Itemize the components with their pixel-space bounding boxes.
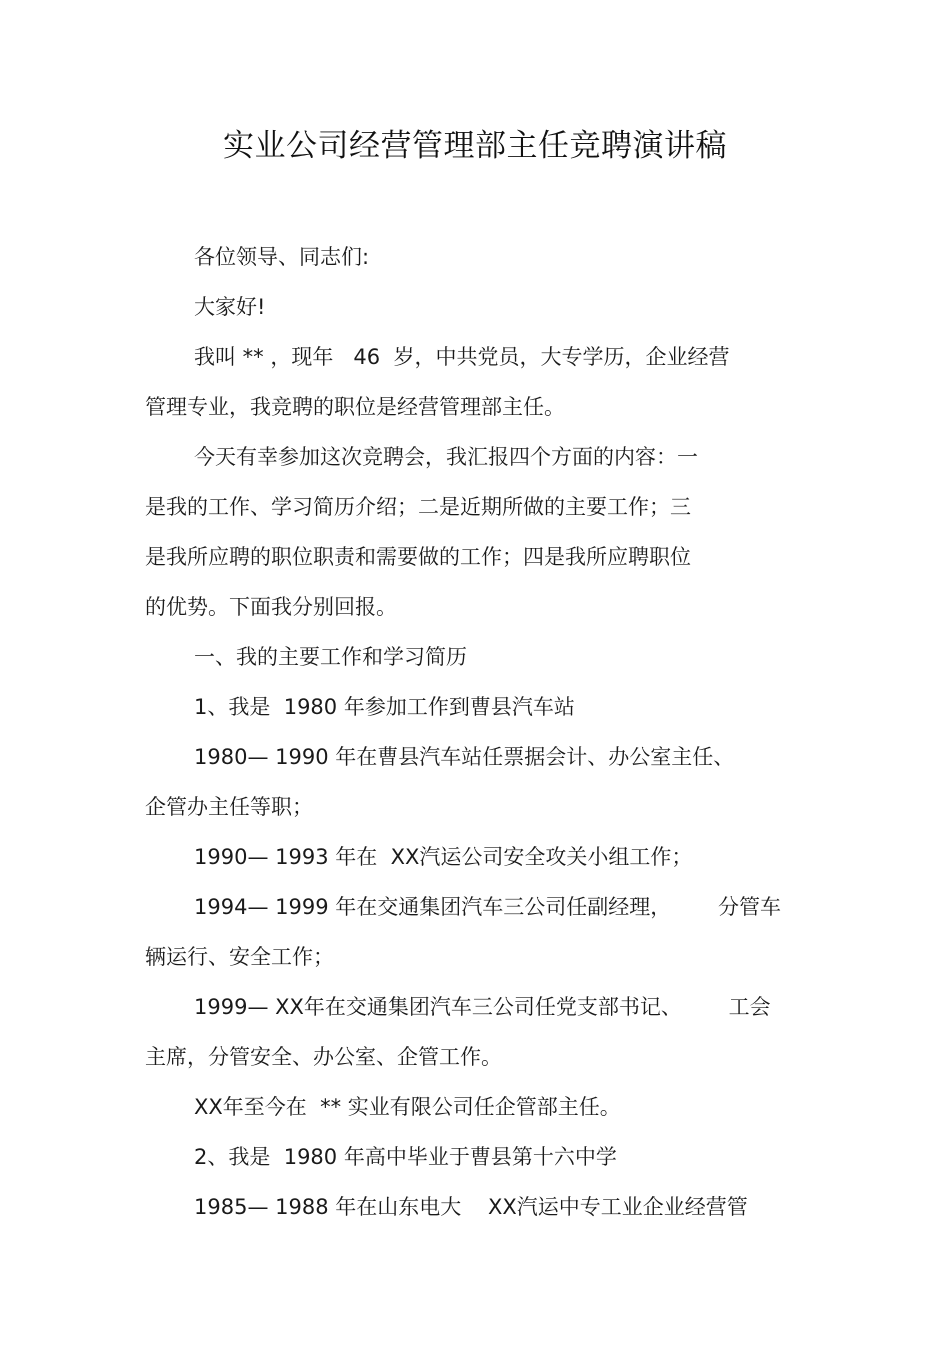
text-line: 1994— 1999 年在交通集团汽车三公司任副经理， 分管车 (194, 895, 781, 919)
text-line: 1980— 1990 年在曹县汽车站任票据会计、办公室主任、 (194, 745, 735, 769)
text-line: 辆运行、安全工作； (145, 945, 334, 969)
text-line: 1985— 1988 年在山东电大 XX汽运中专工业企业经营管 (194, 1195, 748, 1219)
text-line: 各位领导、同志们: (194, 245, 370, 269)
text-line: 的优势。下面我分别回报。 (145, 595, 397, 619)
text-line: XX年至今在 ** 实业有限公司任企管部主任。 (194, 1095, 621, 1119)
text-line: 今天有幸参加这次竞聘会，我汇报四个方面的内容：一 (194, 445, 698, 469)
text-line: 是我所应聘的职位职责和需要做的工作；四是我所应聘职位 (145, 545, 691, 569)
text-line: 管理专业，我竞聘的职位是经营管理部主任。 (145, 395, 565, 419)
text-line: 2、我是 1980 年高中毕业于曹县第十六中学 (194, 1145, 617, 1169)
text-line: 1999— XX年在交通集团汽车三公司任党支部书记、 工会 (194, 995, 771, 1019)
text-line: 主席，分管安全、办公室、企管工作。 (145, 1045, 502, 1069)
text-line: 是我的工作、学习简历介绍；二是近期所做的主要工作；三 (145, 495, 691, 519)
text-line: 1、我是 1980 年参加工作到曹县汽车站 (194, 695, 575, 719)
text-line: 1990— 1993 年在 XX汽运公司安全攻关小组工作； (194, 845, 693, 869)
document-title: 实业公司经营管理部主任竞聘演讲稿 (223, 128, 727, 164)
section-heading: 一、我的主要工作和学习简历 (194, 645, 467, 669)
text-line: 我叫 ** ，现年 46 岁，中共党员，大专学历，企业经营 (194, 345, 730, 369)
text-line: 企管办主任等职； (145, 795, 313, 819)
text-line: 大家好! (194, 295, 266, 319)
